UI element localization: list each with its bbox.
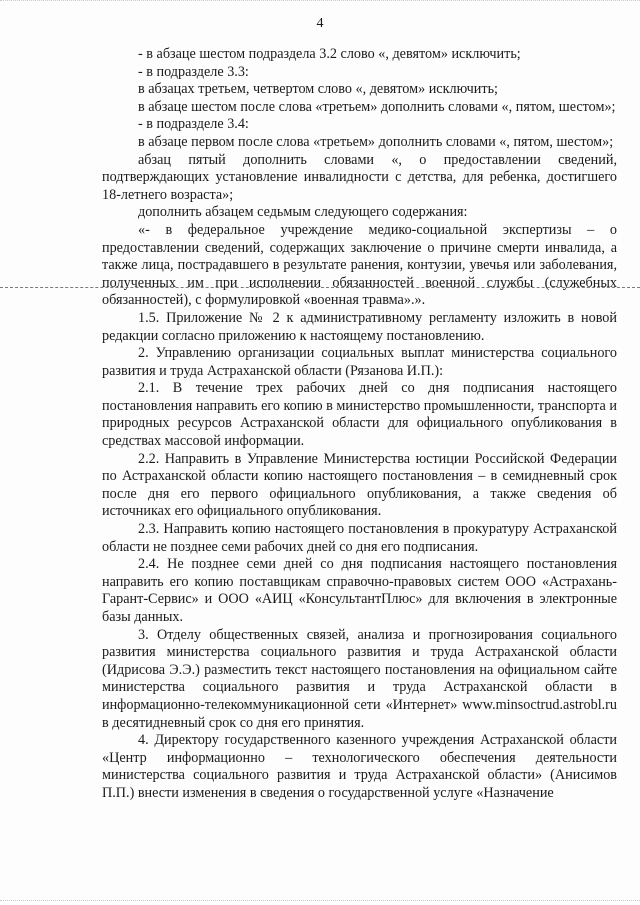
paragraph-2: - в подразделе 3.3: [138, 63, 249, 80]
paragraph-14: 2.3. Направить копию настоящего постановления в прокуратуру Астраханской области не позднее семи рабочих дней со дня его подписания. [102, 521, 617, 555]
paragraph-16: 3. Отделу общественных связей, анализа и прогнозирования социального развития министерства социального развития и труда Астраханской области (Идрисова Э.Э.) разместить текст настоящего постановления на официальном сайте министерства социального развития и труда Астраханской области в информационно-телекоммуникационной сети «Интернет» www.minsoctrud.astrobl.ru в десятидневный срок со дня его принятия. [102, 626, 617, 731]
paragraph-3: в абзацах третьем, четвертом слово «, девятом» исключить; [138, 81, 498, 98]
scan-artifact-line [0, 287, 640, 288]
paragraph-1: - в абзаце шестом подраздела 3.2 слово «, девятом» исключить; [138, 46, 521, 62]
paragraph-13: 2.2. Направить в Управление Министерства юстиции Российской Федерации по Астраханской области копию настоящего постановления – в семидневный срок после дня его первого официального опубликования, а также сведения об источниках его официального опубликования. [102, 450, 617, 520]
scan-artifact-bottom [0, 896, 640, 901]
paragraph-15: 2.4. Не позднее семи дней со дня подписания настоящего постановления направить его копию поставщикам справочно-правовых систем ООО «Астрахань-Гарант-Сервис» и ООО «АИЦ «КонсультантПлюс» для включения в электронные базы данных. [102, 556, 617, 625]
paragraph-17: 4. Директору государственного казенного учреждения Астраханской области «Центр информационно – технологического обеспечения деятельности министерства социального развития и труда Астраханской области» (Анисимов П.П.) внести изменения в сведения о государственной услуге «Назначение [102, 732, 617, 801]
paragraph-9: «- в федеральное учреждение медико-социальной экспертизы – о предоставлении сведений, содержащих заключение о причине смерти инвалида, а также лица, пострадавшего в результате ранения, контузии, увечья или заболевания, полученных им при исполнении обязанностей военной службы (служебных обязанностей), с формулировкой «военная травма».». [102, 221, 617, 309]
paragraph-10: 1.5. Приложение № 2 к административному регламенту изложить в новой редакции согласно приложению к настоящему постановлению. [102, 309, 617, 344]
scan-artifact-top [0, 0, 640, 5]
paragraph-11: 2. Управлению организации социальных выплат министерства социального развития и труда Астраханской области (Рязанова И.П.): [102, 345, 617, 379]
paragraph-6: в абзаце первом после слова «третьем» дополнить словами «, пятом, шестом»; [138, 133, 614, 150]
document-body [102, 46, 617, 803]
paragraph-8: дополнить абзацем седьмым следующего содержания: [138, 204, 468, 221]
page-number: 4 [316, 16, 324, 31]
paragraph-4: в абзаце шестом после слова «третьем» дополнить словами «, пятом, шестом»; [138, 98, 616, 115]
paragraph-5: - в подразделе 3.4: [138, 116, 249, 133]
paragraph-12: 2.1. В течение трех рабочих дней со дня подписания настоящего постановления направить его копию в министерство промышленности, транспорта и природных ресурсов Астраханской области для официального опубликования в средствах массовой информации. [102, 380, 617, 450]
paragraph-7: абзац пятый дополнить словами «, о предоставлении сведений, подтверждающих установление инвалидности с детства, для ребенка, достигшего 18-летнего возраста»; [102, 151, 617, 203]
